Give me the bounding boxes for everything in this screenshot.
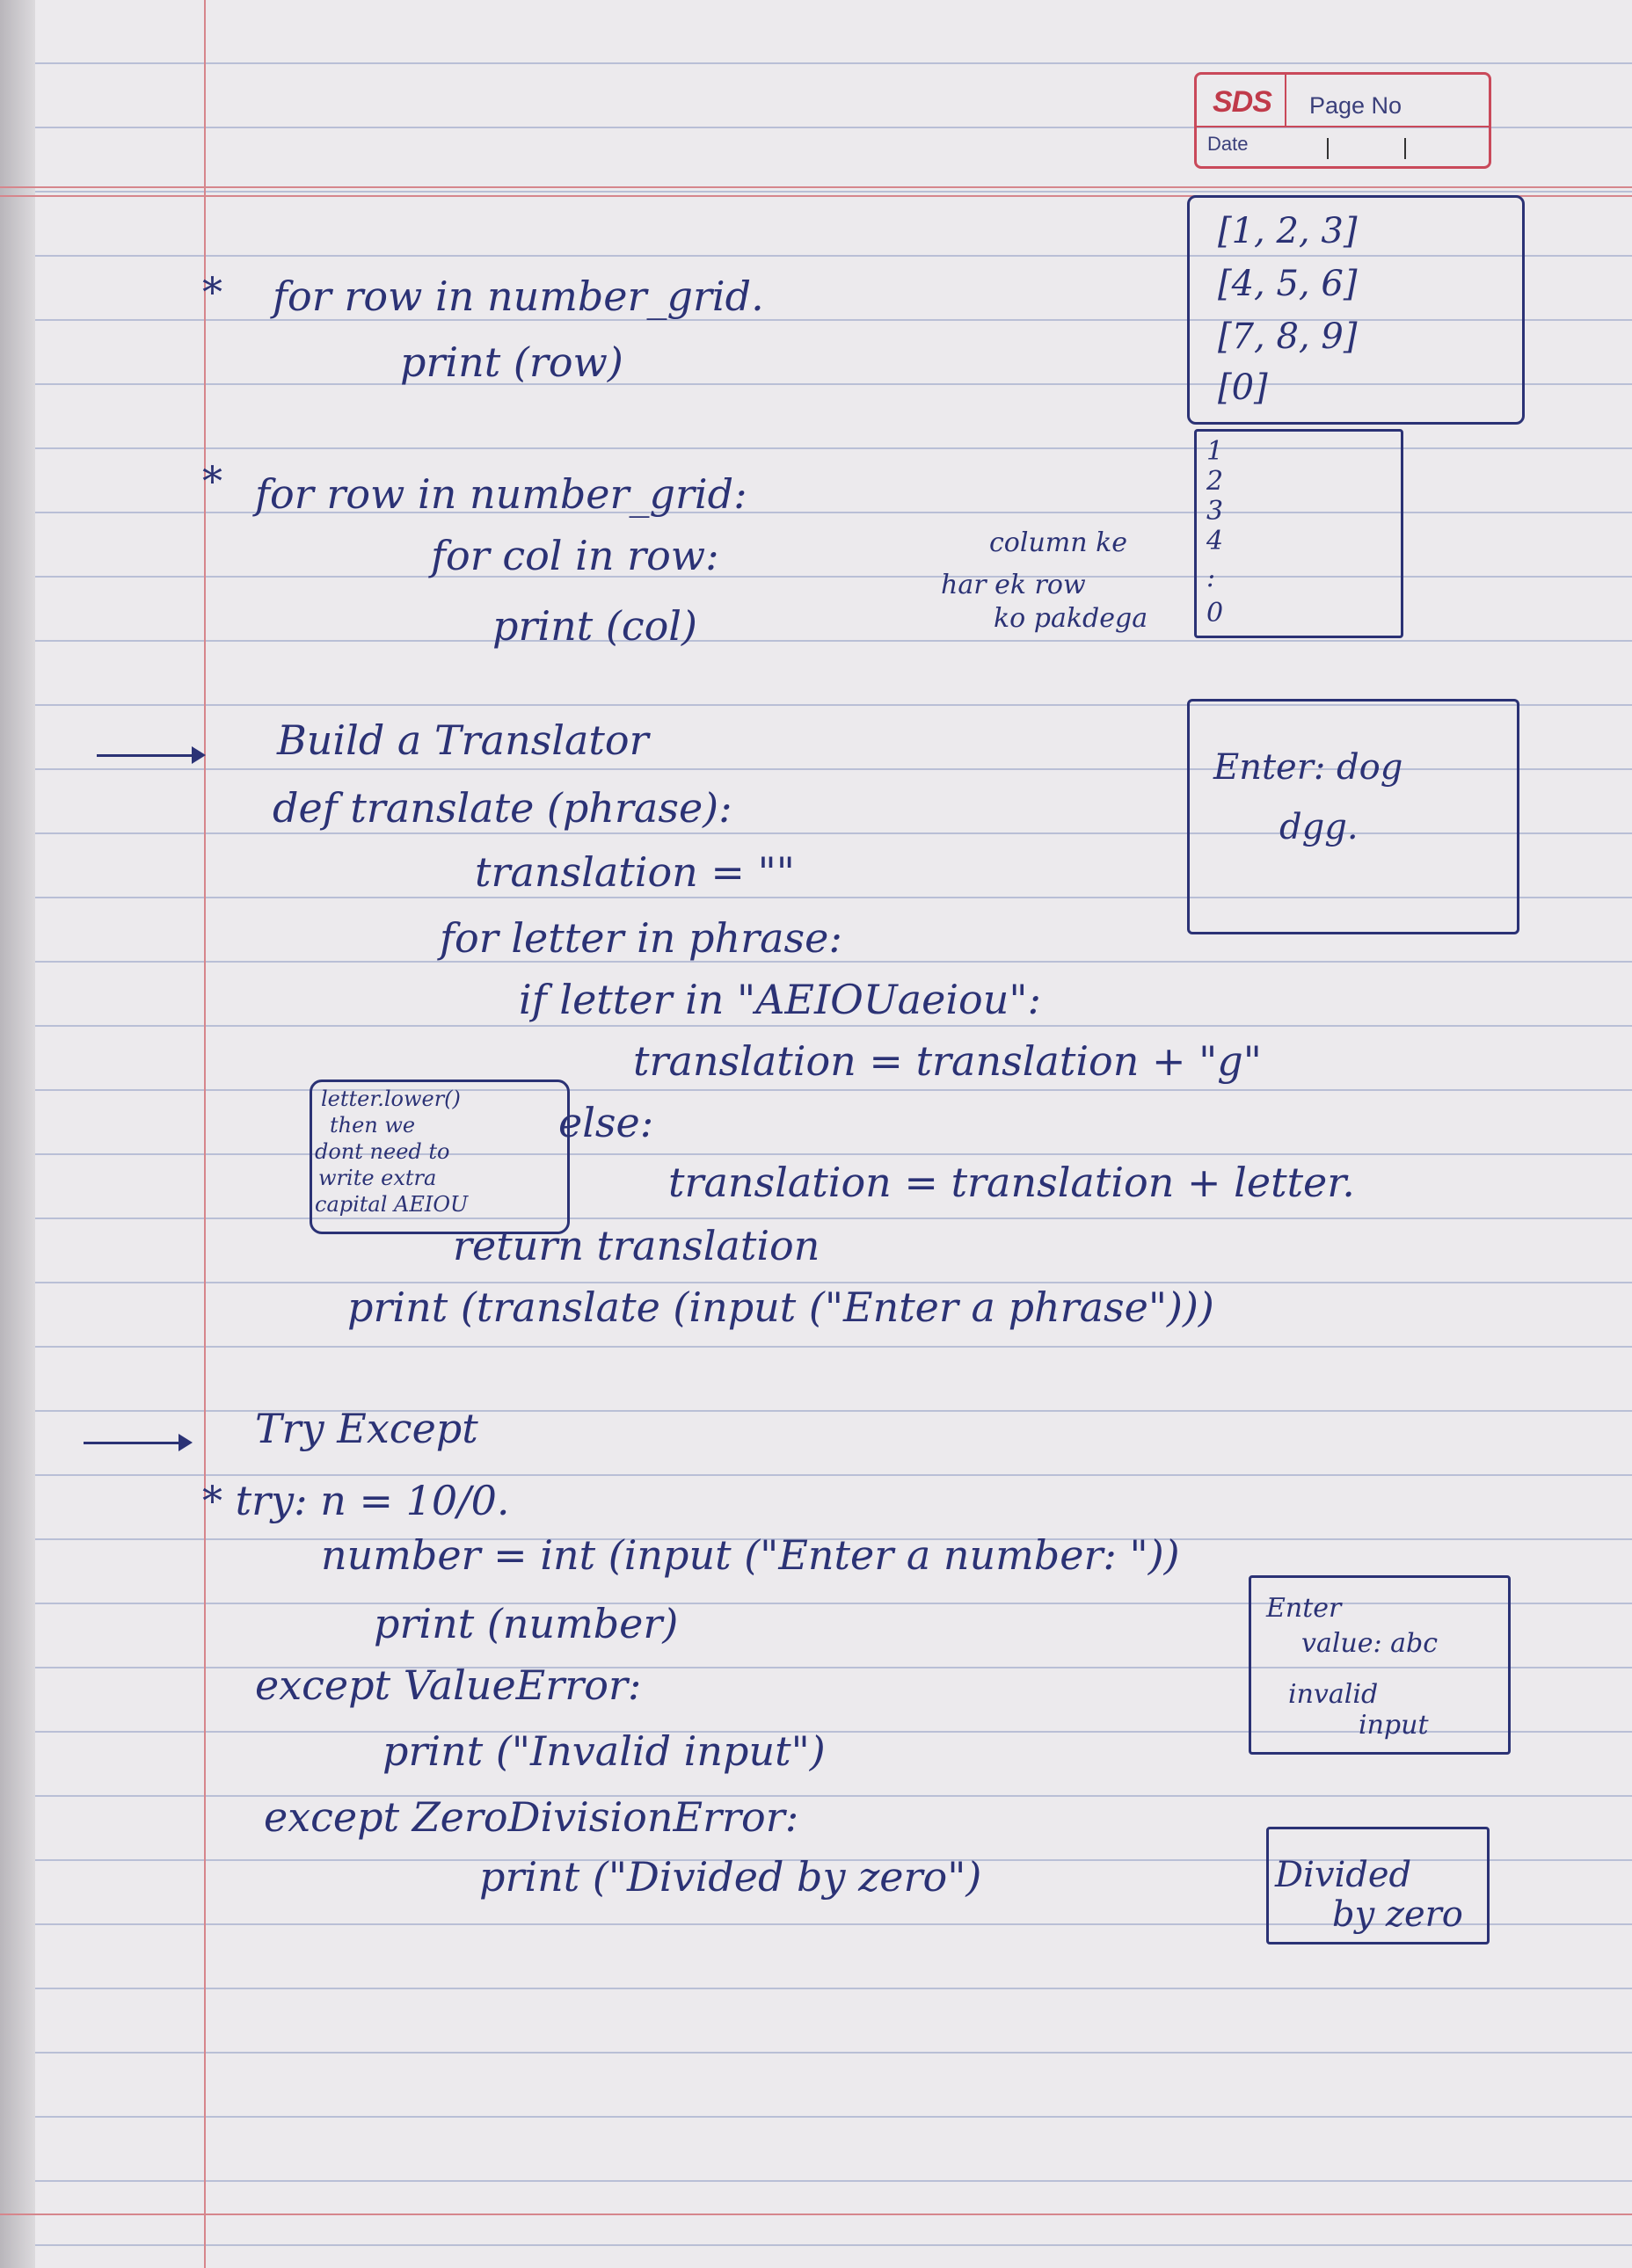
- arrow-icon: [84, 1442, 189, 1444]
- code-line: print ("Invalid input"): [382, 1727, 826, 1775]
- output-line: Enter: dog: [1213, 747, 1403, 788]
- output-line: [1, 2, 3]: [1218, 211, 1358, 251]
- margin-line: [204, 0, 206, 2268]
- page-binding: [0, 0, 35, 2268]
- output-line: 3: [1206, 496, 1224, 527]
- code-line: print (col): [492, 602, 697, 650]
- arrow-icon: [97, 754, 202, 757]
- output-line: Divided: [1275, 1855, 1412, 1895]
- output-line: value: abc: [1301, 1628, 1439, 1659]
- output-line: invalid: [1288, 1679, 1379, 1710]
- code-line: print ("Divided by zero"): [479, 1853, 982, 1901]
- annotation: ko pakdega: [994, 603, 1148, 634]
- output-line: Enter: [1266, 1593, 1342, 1624]
- section-title: Try Except: [255, 1405, 478, 1452]
- note-line: write extra: [318, 1166, 437, 1190]
- note-line: letter.lower(): [321, 1087, 461, 1111]
- code-line: translation = "": [475, 848, 795, 896]
- note-line: dont need to: [315, 1139, 450, 1164]
- footer-line: [0, 2213, 1632, 2215]
- code-line: * try: n = 10/0.: [202, 1477, 510, 1524]
- output-line: 1: [1206, 436, 1224, 467]
- stamp-logo: SDS: [1213, 85, 1271, 119]
- code-line: except ZeroDivisionError:: [264, 1793, 799, 1841]
- section-title: Build a Translator: [277, 716, 649, 764]
- output-line: [7, 8, 9]: [1218, 316, 1358, 357]
- output-line: :: [1206, 563, 1216, 593]
- code-line: if letter in "AEIOUaeiou":: [519, 976, 1042, 1023]
- bullet: *: [202, 268, 222, 316]
- code-line: for row in number_grid.: [273, 273, 764, 320]
- output-line: 0: [1206, 598, 1224, 629]
- code-line: except ValueError:: [255, 1661, 642, 1709]
- output-line: dgg.: [1279, 807, 1359, 847]
- code-line: return translation: [453, 1222, 820, 1269]
- code-line: for letter in phrase:: [440, 914, 842, 962]
- code-line: print (row): [400, 338, 623, 386]
- bullet: *: [202, 457, 222, 505]
- code-line: for row in number_grid:: [255, 470, 747, 518]
- code-line: print (number): [374, 1600, 679, 1647]
- code-line: number = int (input ("Enter a number: ")): [321, 1531, 1180, 1579]
- annotation: column ke: [989, 527, 1128, 558]
- output-box-cols: [1194, 429, 1403, 638]
- code-line: translation = translation + letter.: [668, 1159, 1355, 1206]
- output-line: by zero: [1332, 1894, 1463, 1935]
- output-line: [0]: [1218, 367, 1268, 408]
- code-line: translation = translation + "g": [633, 1037, 1262, 1085]
- code-line: else:: [558, 1099, 654, 1146]
- output-line: [4, 5, 6]: [1218, 264, 1358, 304]
- header-line: [0, 186, 1632, 188]
- date-label: Date: [1207, 133, 1249, 155]
- output-line: 4: [1206, 526, 1224, 556]
- note-line: then we: [330, 1113, 416, 1138]
- page-stamp: [1194, 72, 1491, 169]
- page-no-label: Page No: [1309, 92, 1402, 119]
- output-line: 2: [1206, 466, 1224, 497]
- code-line: for col in row:: [431, 532, 719, 579]
- annotation: har ek row: [941, 570, 1086, 600]
- code-line: print (translate (input ("Enter a phrase"))): [347, 1283, 1214, 1331]
- note-line: capital AEIOU: [315, 1192, 469, 1217]
- code-line: def translate (phrase):: [273, 784, 732, 832]
- output-line: input: [1359, 1710, 1429, 1741]
